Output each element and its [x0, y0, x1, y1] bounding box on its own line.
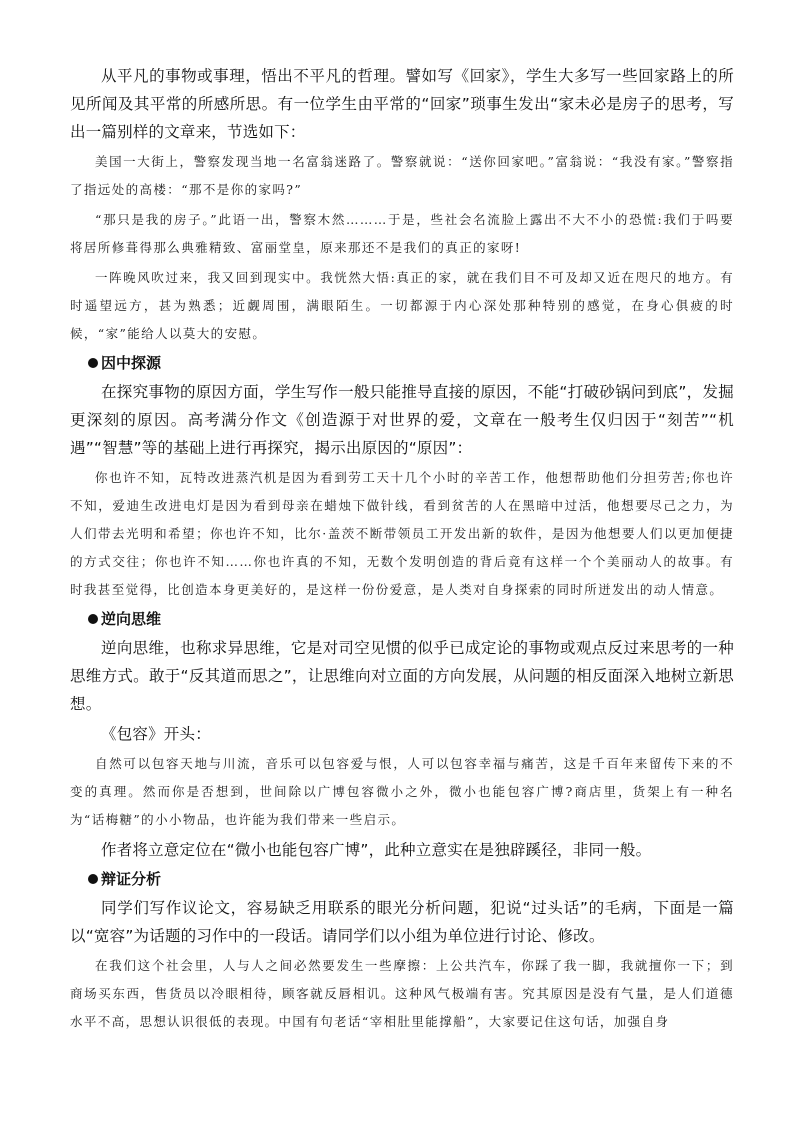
section-heading-text: 逆向思维	[101, 610, 162, 628]
dialectic-paragraph: 同学们写作议论文，容易缺乏用联系的眼光分析问题，犯说“过头话”的毛病，下面是一篇以“宽容”为话题的习作中的一段话。请同学们以小组为单位进行讨论、修改。	[70, 899, 734, 945]
bullet-icon	[88, 358, 98, 368]
reverse-paragraph-conclusion: 作者将立意定位在“微小也能包容广博”，此种立意实在是独辟蹊径，非同一般。	[101, 841, 652, 859]
intro-quote-1: 美国一大街上，警察发现当地一名富翁迷路了。警察就说：“送你回家吧。”富翁说：“我没有家。”警察指了指远处的高楼：“那不是你的家吗?”	[70, 154, 734, 197]
section-heading-dialectic	[88, 866, 734, 892]
section-heading-text: 因中探源	[101, 354, 162, 372]
bullet-icon	[88, 614, 98, 624]
section-heading-cause	[88, 350, 734, 376]
cause-quote: 你也许不知，瓦特改进蒸汽机是因为看到劳工天十几个小时的辛苦工作，他想帮助他们分担劳苦;你也许不知，爱迪生改进电灯是因为看到母亲在蜡烛下做针线，看到贫苦的人在黑暗中过活，他想要尽己之力，为人们带去光明和希望；你也许不知，比尔·盖茨不断带领员工开发出新的软件，是因为他想要人们以更加便捷的方式交往；你也许不知……你也许真的不知，无数个发明创造的背后竟有这样一个个美丽动人的故事。有时我甚至觉得，比创造本身更美好的，是这样一份份爱意，是人类对自身探索的同时所迸发出的动人情意。	[70, 470, 734, 597]
intro-paragraph: 从平凡的事物或事理，悟出不平凡的哲理。譬如写《回家》，学生大多写一些回家路上的所见所闻及其平常的所感所思。有一位学生由平常的“回家”琐事生发出“家未必是房子的思考，写出一篇别样的文章来，节选如下：	[70, 67, 734, 141]
reverse-paragraph-intro: 《包容》开头：	[101, 725, 211, 743]
bullet-icon	[88, 874, 98, 884]
cause-paragraph: 在探究事物的原因方面，学生写作一般只能推导直接的原因，不能“打破砂锅问到底”，发掘更深刻的原因。高考满分作文《创造源于对世界的爱，文章在一般考生仅归因于“刻苦”“机遇”“智慧”等的基础上进行再探究，揭示出原因的“原因”：	[70, 383, 734, 457]
reverse-paragraph: 逆向思维，也称求异思维，它是对司空见惯的似乎已成定论的事物或观点反过来思考的一种思维方式。敢于“反其道而思之”，让思维向对立面的方向发展，从问题的相反面深入地树立新思想。	[70, 639, 734, 713]
intro-quote-3: 一阵晚风吹过来，我又回到现实中。我恍然大悟:真正的家，就在我们目不可及却又近在咫尺的地方。有时遥望远方，甚为熟悉；近觑周围，满眼陌生。一切都源于内心深处那种特别的感觉，在身心俱疲的时候，“家”能给人以莫大的安慰。	[70, 270, 734, 341]
intro-quote-2: “那只是我的房子。”此语一出，警察木然………于是，些社会名流脸上露出不大不小的恐慌:我们于吗要将居所修葺得那么典雅精致、富丽堂皇，原来那还不是我们的真正的家呀!	[70, 212, 734, 255]
section-heading-text: 辩证分析	[101, 870, 162, 888]
reverse-quote: 自然可以包容天地与川流，音乐可以包容爱与恨，人可以包容幸福与痛苦，这是千百年来留传下来的不变的真理。然而你是否想到，世间除以广博包容微小之外，微小也能包容广博?商店里，货架上有一种名为“话梅糖”的小小物品，也许能为我们带来一些启示。	[70, 756, 734, 827]
section-heading-reverse	[88, 606, 734, 632]
dialectic-quote: 在我们这个社会里，人与人之间必然要发生一些摩擦：上公共汽车，你踩了我一脚，我就擅你一下；到商场买东西，售货员以冷眼相待，顾客就反唇相讥。这种风气极端有害。究其原因是没有气量，是人们道德水平不高，思想认识很低的表现。中国有句老话“宰相肚里能撑船”，大家要记住这句话，加强自身	[70, 958, 734, 1029]
